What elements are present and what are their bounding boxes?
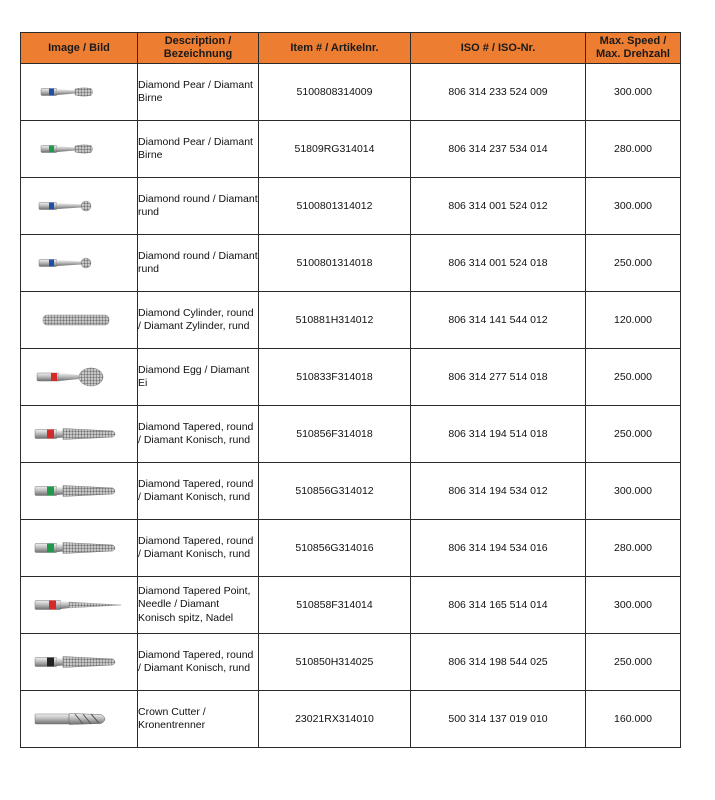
description-cell: Diamond Tapered, round / Diamant Konisch, rund [138, 634, 259, 691]
iso-number-cell: 806 314 194 534 012 [411, 463, 586, 520]
tapered-bur-red-band-icon [21, 414, 137, 454]
iso-number-cell: 806 314 194 534 016 [411, 520, 586, 577]
table-row [21, 178, 681, 235]
product-image-cell [21, 292, 138, 349]
description-cell: Diamond Cylinder, round / Diamant Zylinder, rund [138, 292, 259, 349]
table-row [21, 406, 681, 463]
header-row [21, 33, 681, 64]
product-image-cell [21, 520, 138, 577]
table-row [21, 691, 681, 748]
iso-number-cell: 806 314 277 514 018 [411, 349, 586, 406]
item-number-cell: 510856G314016 [259, 520, 411, 577]
description-cell: Diamond Tapered, round / Diamant Konisch, rund [138, 463, 259, 520]
table-row [21, 121, 681, 178]
description-cell: Diamond Pear / Diamant Birne [138, 121, 259, 178]
description-cell: Diamond Egg / Diamant Ei [138, 349, 259, 406]
iso-number-cell: 806 314 233 524 009 [411, 64, 586, 121]
item-number-cell: 5100801314018 [259, 235, 411, 292]
product-image-cell [21, 235, 138, 292]
table-row [21, 463, 681, 520]
product-image-cell [21, 406, 138, 463]
header-iso-number: ISO # / ISO-Nr. [411, 33, 586, 64]
table-row [21, 292, 681, 349]
item-number-cell: 5100801314012 [259, 178, 411, 235]
max-speed-cell: 300.000 [586, 64, 681, 121]
iso-number-cell: 806 314 001 524 018 [411, 235, 586, 292]
round-bur-blue-band-icon [21, 243, 137, 283]
max-speed-cell: 120.000 [586, 292, 681, 349]
max-speed-cell: 280.000 [586, 520, 681, 577]
iso-number-cell: 806 314 001 524 012 [411, 178, 586, 235]
header-description: Description / Bezeichnung [138, 33, 259, 64]
description-cell: Diamond Tapered, round / Diamant Konisch, rund [138, 520, 259, 577]
description-cell: Diamond Tapered Point, Needle / Diamant Konisch spitz, Nadel [138, 577, 259, 634]
cylinder-bur-icon [21, 300, 137, 340]
table-row [21, 577, 681, 634]
item-number-cell: 510850H314025 [259, 634, 411, 691]
table-row [21, 634, 681, 691]
max-speed-cell: 250.000 [586, 406, 681, 463]
table-row [21, 235, 681, 292]
max-speed-cell: 160.000 [586, 691, 681, 748]
product-image-cell [21, 577, 138, 634]
header-item-number: Item # / Artikelnr. [259, 33, 411, 64]
item-number-cell: 23021RX314010 [259, 691, 411, 748]
needle-bur-red-band-icon [21, 585, 137, 625]
crown-cutter-icon [21, 699, 137, 739]
iso-number-cell: 500 314 137 019 010 [411, 691, 586, 748]
item-number-cell: 5100808314009 [259, 64, 411, 121]
product-image-cell [21, 691, 138, 748]
header-max-speed: Max. Speed / Max. Drehzahl [586, 33, 681, 64]
iso-number-cell: 806 314 165 514 014 [411, 577, 586, 634]
max-speed-cell: 250.000 [586, 235, 681, 292]
product-image-cell [21, 178, 138, 235]
description-cell: Diamond Tapered, round / Diamant Konisch, rund [138, 406, 259, 463]
item-number-cell: 510856F314018 [259, 406, 411, 463]
product-table [20, 32, 681, 748]
iso-number-cell: 806 314 194 514 018 [411, 406, 586, 463]
description-cell: Crown Cutter / Kronentrenner [138, 691, 259, 748]
max-speed-cell: 250.000 [586, 349, 681, 406]
iso-number-cell: 806 314 237 534 014 [411, 121, 586, 178]
max-speed-cell: 300.000 [586, 577, 681, 634]
tapered-bur-green-band-icon [21, 528, 137, 568]
pear-bur-green-band-icon [21, 129, 137, 169]
product-image-cell [21, 634, 138, 691]
description-cell: Diamond Pear / Diamant Birne [138, 64, 259, 121]
iso-number-cell: 806 314 141 544 012 [411, 292, 586, 349]
max-speed-cell: 280.000 [586, 121, 681, 178]
item-number-cell: 510858F314014 [259, 577, 411, 634]
table-row [21, 349, 681, 406]
max-speed-cell: 300.000 [586, 178, 681, 235]
max-speed-cell: 300.000 [586, 463, 681, 520]
product-image-cell [21, 64, 138, 121]
item-number-cell: 51809RG314014 [259, 121, 411, 178]
item-number-cell: 510856G314012 [259, 463, 411, 520]
item-number-cell: 510881H314012 [259, 292, 411, 349]
max-speed-cell: 250.000 [586, 634, 681, 691]
tapered-bur-green-band-icon [21, 471, 137, 511]
egg-bur-red-band-icon [21, 357, 137, 397]
description-cell: Diamond round / Diamant rund [138, 178, 259, 235]
product-image-cell [21, 121, 138, 178]
tapered-bur-black-band-icon [21, 642, 137, 682]
table-row [21, 64, 681, 121]
iso-number-cell: 806 314 198 544 025 [411, 634, 586, 691]
description-cell: Diamond round / Diamant rund [138, 235, 259, 292]
round-bur-blue-band-icon [21, 186, 137, 226]
header-image: Image / Bild [21, 33, 138, 64]
table-row [21, 520, 681, 577]
product-image-cell [21, 463, 138, 520]
product-image-cell [21, 349, 138, 406]
item-number-cell: 510833F314018 [259, 349, 411, 406]
pear-bur-blue-band-icon [21, 72, 137, 112]
